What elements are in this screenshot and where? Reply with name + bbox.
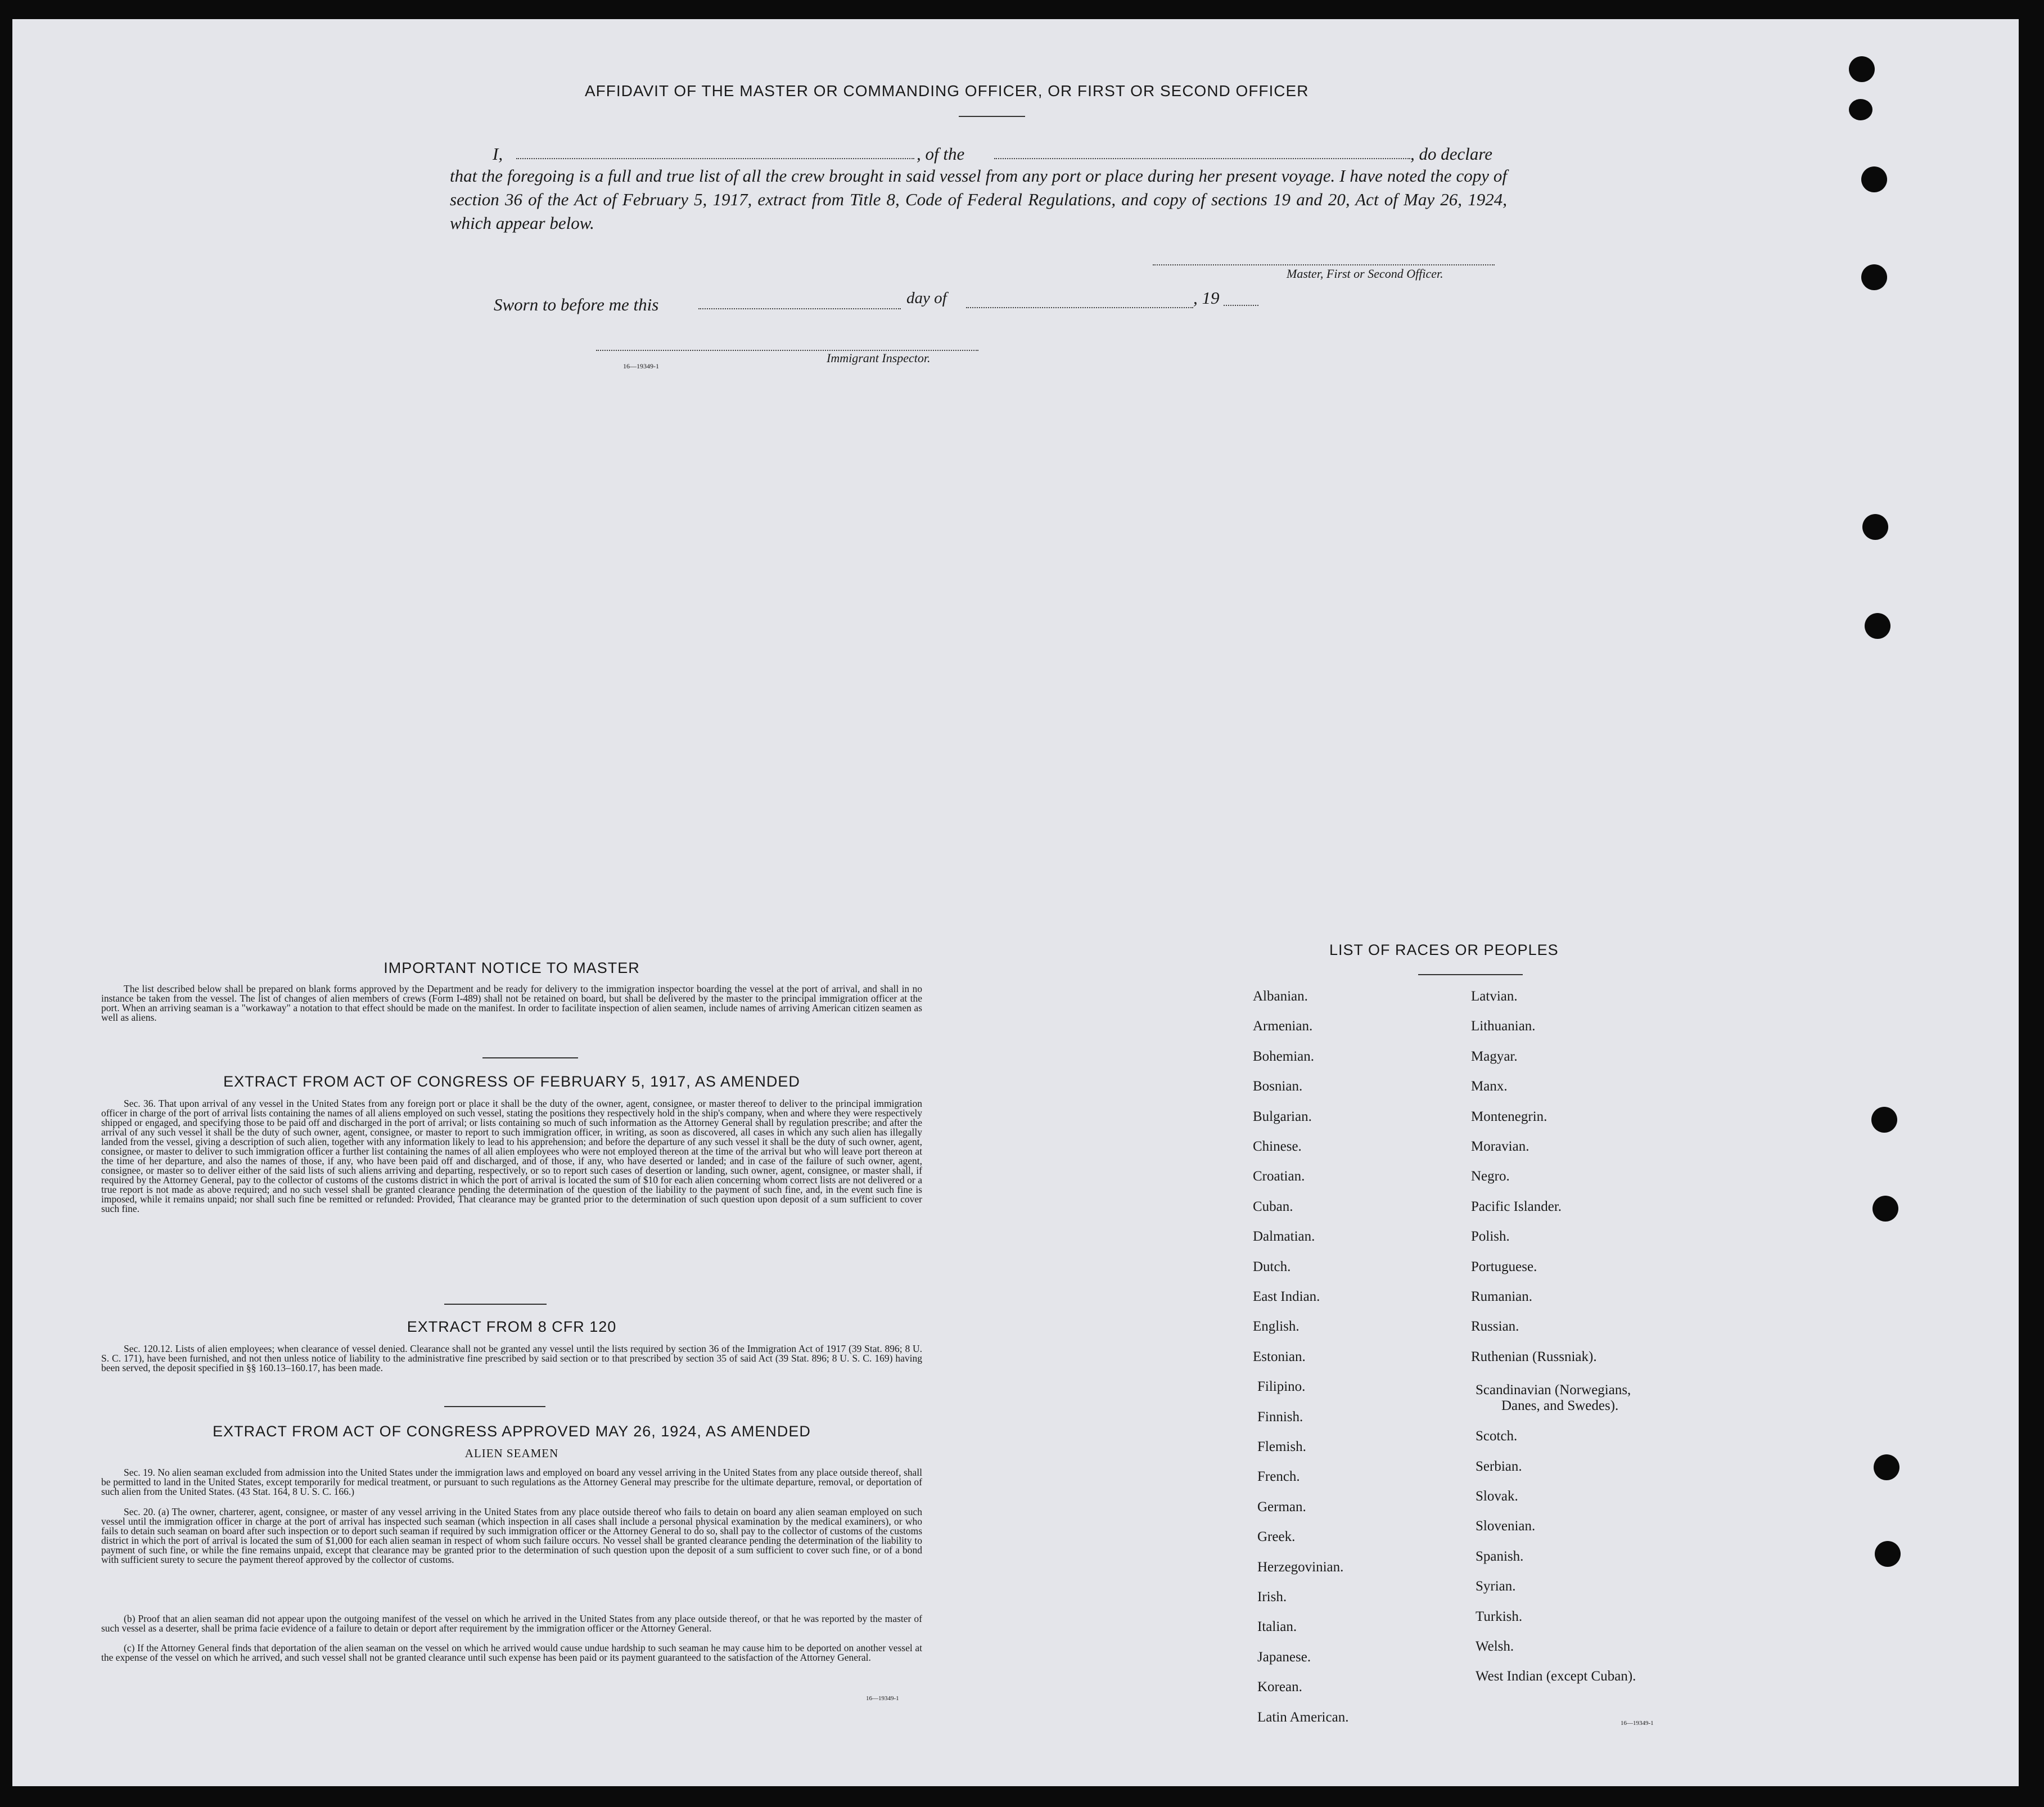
divider [444, 1406, 545, 1407]
notice-text: The list described below shall be prepared on blank forms approved by the Department and be ready for delivery to the immigration inspector boarding the vessel at the port of arrival, and shall in no instance be taken from the vessel. The list of changes of alien members of crews (Form I-489) shall not be retained on board, but shall be delivered by the master to the principal immigration officer at the port. When an arriving seaman is a "workaway" a notation to that effect should be made on the manifest. In order to facilitate inspection of alien seamen, include names of arriving American citizen seamen as well as aliens. [101, 983, 922, 1023]
race-item: Pacific Islander. [1471, 1198, 1562, 1214]
binder-hole [1865, 613, 1890, 639]
race-item: English. [1253, 1319, 1300, 1335]
race-item: Armenian. [1253, 1019, 1313, 1034]
binder-hole [1861, 166, 1887, 192]
race-item: Welsh. [1476, 1639, 1514, 1654]
race-item: French. [1257, 1469, 1300, 1485]
race-item: Russian. [1471, 1319, 1519, 1335]
binder-hole [1875, 1541, 1901, 1567]
race-item: Greek. [1257, 1529, 1296, 1545]
section-20a-text: Sec. 20. (a) The owner, charterer, agent, consignee, or master of any vessel arriving in the United States from any place outside thereof who fails to detain on board any alien seaman employed on such vessel until the immigration officer in charge at the port of arrival has inspected such seaman (which inspection in all cases shall include a personal physical examination by the medical examiners), or who fails to detain such seaman on board after such inspection or to deport such seaman if required by such immigration officer or the Attorney General to do so, shall pay to the collector of customs of the customs district in which the port of arrival is located the sum of $1,000 for each alien seaman in respect of whom such failure occurs. No vessel shall be granted clearance pending the determination of the liability to payment of such fine, or while the fine remains unpaid, except that clearance may be granted prior to the determination of such question upon the deposit of a sum sufficient to cover such fine, or of a bond with sufficient surety to secure the payment thereof approved by the collector of customs. [101, 1506, 922, 1565]
race-item: Latvian. [1471, 989, 1518, 1004]
signature-field[interactable] [1153, 264, 1495, 265]
race-item: Albanian. [1253, 989, 1308, 1004]
race-item: Turkish. [1476, 1608, 1523, 1624]
race-item: Ruthenian (Russniak). [1471, 1349, 1597, 1364]
extract-cfr-title: EXTRACT FROM 8 CFR 120 [407, 1318, 617, 1335]
binder-hole [1871, 1107, 1897, 1133]
binder-hole [1849, 99, 1872, 120]
sworn-year-field[interactable] [1224, 305, 1258, 306]
race-item: Dutch. [1253, 1259, 1291, 1274]
race-item: Estonian. [1253, 1349, 1306, 1364]
race-item: German. [1257, 1499, 1306, 1515]
sworn-month-field[interactable] [966, 307, 1193, 308]
binder-hole [1849, 56, 1875, 82]
race-item: Rumanian. [1471, 1289, 1533, 1304]
extract-1917-text: Sec. 36. That upon arrival of any vessel in the United States from any foreign port or place it shall be the duty of the owner, agent, consignee, or master thereof to deliver to the principal immigration officer in charge of the port of arrival lists containing the names of all aliens employed on such vessel, stating the positions they respectively hold in the ship's company, when and where they were respectively shipped or engaged, and specifying those to be paid off and discharged in the port of arrival; or lists containing so much of such information as the Attorney General shall by regulation prescribe; and after the arrival of any such vessel it shall be the duty of such owner, agent, consignee, or master to report to such immigration officer, in writing, as soon as discovered, all cases in which any such alien has illegally landed from the vessel, giving a description of such alien, together with any information likely to lead to his apprehension; and before the departure of any such vessel it shall be the duty of such owner, agent, consignee, or master to deliver to such immigration officer a further list containing the names of all alien employees who were not employed thereon at the time of the arrival but who will leave port thereon at the time of her departure, and also the names of those, if any, who have been paid off and discharged, and of those, if any, who have deserted or landed; and in case of the failure of such owner, agent, consignee, or master so to deliver either of the said lists of such aliens arriving and departing, respectively, or so to report such cases of desertion or landing, such owner, agent, consignee, or master shall, if required by the Attorney General, pay to the collector of customs of the customs district in which the port of arrival is located the sum of $10 for each alien concerning whom correct lists are not delivered or a true report is not made as above required; and no such vessel shall be granted clearance pending the determination of the question of the liability to the payment of such fine, and, in the event such fine is imposed, while it remains unpaid; nor shall such fine be remitted or refunded: Provided, That clearance may be granted prior to the determination of such question upon deposit of a sum sufficient to cover such fine. [101, 1098, 922, 1214]
form-number: 16—19349-1 [1621, 1720, 1654, 1727]
race-item: Danes, and Swedes). [1501, 1398, 1619, 1414]
binder-hole [1862, 514, 1888, 540]
race-item: Polish. [1471, 1229, 1510, 1245]
race-item: Croatian. [1253, 1169, 1305, 1184]
divider [1418, 974, 1523, 975]
race-item: Scandinavian (Norwegians, [1476, 1382, 1631, 1398]
notice-title: IMPORTANT NOTICE TO MASTER [383, 959, 640, 976]
race-item: Moravian. [1471, 1139, 1529, 1154]
divider [482, 1057, 578, 1058]
race-item: East Indian. [1253, 1289, 1320, 1304]
year-label: , 19 [1193, 288, 1220, 308]
binder-hole [1874, 1454, 1899, 1480]
race-item: Irish. [1257, 1589, 1287, 1605]
affidavit-title: AFFIDAVIT OF THE MASTER OR COMMANDING OFFICER, OR FIRST OR SECOND OFFICER [585, 82, 1309, 100]
race-item: Lithuanian. [1471, 1019, 1536, 1034]
race-item: Montenegrin. [1471, 1108, 1547, 1124]
divider [959, 116, 1025, 117]
race-item: Dalmatian. [1253, 1229, 1315, 1245]
section-20c-text: (c) If the Attorney General finds that deportation of the alien seaman on the vessel on which he arrived would cause undue hardship to such seaman he may cause him to be deported on another vessel at the expense of the vessel on which he arrived, and such vessel shall not be granted clearance until such expense has been paid or its payment guaranteed to the satisfaction of the Attorney General. [101, 1642, 922, 1663]
inspector-label: Immigrant Inspector. [827, 351, 931, 365]
extract-1917-title: EXTRACT FROM ACT OF CONGRESS OF FEBRUARY 5, 1917, AS AMENDED [223, 1073, 800, 1090]
race-item: Cuban. [1253, 1198, 1293, 1214]
do-declare-label: , do declare [1410, 144, 1493, 164]
race-item: Herzegovinian. [1257, 1559, 1344, 1575]
race-item: Bohemian. [1253, 1048, 1315, 1064]
race-item: Spanish. [1476, 1548, 1524, 1564]
race-item: Chinese. [1253, 1139, 1302, 1154]
declarant-label: I, [493, 144, 503, 164]
race-item: Manx. [1471, 1079, 1508, 1094]
race-item: Korean. [1257, 1679, 1302, 1695]
race-item: Negro. [1471, 1169, 1510, 1184]
section-19-text: Sec. 19. No alien seaman excluded from admission into the United States under the immigration laws and employed on board any vessel arriving in the United States from any place outside thereof, shall be permitted to land in the United States, except temporarily for medical treatment, or pursuant to such regulations as the Attorney General may prescribe for the ultimate departure, removal, or deportation of such alien from the United States. (43 Stat. 164, 8 U. S. C. 166.) [101, 1467, 922, 1497]
race-item: Syrian. [1476, 1579, 1516, 1594]
race-item: Japanese. [1257, 1649, 1311, 1665]
extract-1924-subtitle: ALIEN SEAMEN [464, 1446, 559, 1460]
races-title: LIST OF RACES OR PEOPLES [1329, 941, 1559, 958]
race-item: Bosnian. [1253, 1079, 1303, 1094]
race-item: Bulgarian. [1253, 1108, 1312, 1124]
form-number: 16—19349-1 [623, 362, 659, 370]
binder-hole [1861, 264, 1887, 290]
race-item: Finnish. [1257, 1409, 1303, 1425]
declaration-text: that the foregoing is a full and true list of all the crew brought in said vessel from any port or place during her present voyage. I have noted the copy of section 36 of the Act of February 5, 1917, extract from Title 8, Code of Federal Regulations, and copy of sections 19 and 20, Act of May 26, 1924, which appear below. [450, 166, 1507, 233]
race-item: West Indian (except Cuban). [1476, 1669, 1636, 1684]
sworn-day-field[interactable] [698, 308, 901, 309]
divider [444, 1304, 547, 1305]
extract-cfr-text: Sec. 120.12. Lists of alien employees; when clearance of vessel denied. Clearance shall not be granted any vessel until the lists required by section 36 of the Immigration Act of 1917 (39 Stat. 896; 8 U. S. C. 171), have been furnished, and not then unless notice of liability to the administrative fine prescribed by said section or to that prescribed by section 35 of said Act (39 Stat. 896; 8 U. S. C. 169) having been served, the deposit specified in §§ 160.13–160.17, has been made. [101, 1343, 922, 1373]
race-item: Serbian. [1476, 1458, 1522, 1474]
race-item: Portuguese. [1471, 1259, 1537, 1274]
vessel-name-field[interactable] [994, 158, 1410, 159]
race-item: Slovak. [1476, 1489, 1518, 1504]
extract-1924-title: EXTRACT FROM ACT OF CONGRESS APPROVED MAY 26, 1924, AS AMENDED [213, 1423, 811, 1440]
race-item: Scotch. [1476, 1429, 1518, 1444]
day-of-label: day of [906, 289, 947, 307]
race-item: Filipino. [1257, 1379, 1306, 1395]
declarant-name-field[interactable] [516, 158, 914, 159]
binder-hole [1872, 1196, 1898, 1222]
section-20b-text: (b) Proof that an alien seaman did not appear upon the outgoing manifest of the vessel on which he arrived in the United States from any place outside thereof, or that he was reported by the master of such vessel as a deserter, shall be prima facie evidence of a failure to detain or deport after requirement by the immigration officer or the Attorney General. [101, 1613, 922, 1634]
race-item: Latin American. [1257, 1709, 1349, 1725]
race-item: Flemish. [1257, 1439, 1306, 1454]
race-item: Italian. [1257, 1619, 1297, 1635]
sworn-label: Sworn to before me this [494, 295, 659, 314]
of-the-label: , of the [917, 144, 965, 164]
form-number: 16—19349-1 [866, 1695, 899, 1702]
race-item: Magyar. [1471, 1048, 1518, 1064]
race-item: Slovenian. [1476, 1518, 1536, 1534]
signature-label: Master, First or Second Officer. [1287, 267, 1443, 281]
